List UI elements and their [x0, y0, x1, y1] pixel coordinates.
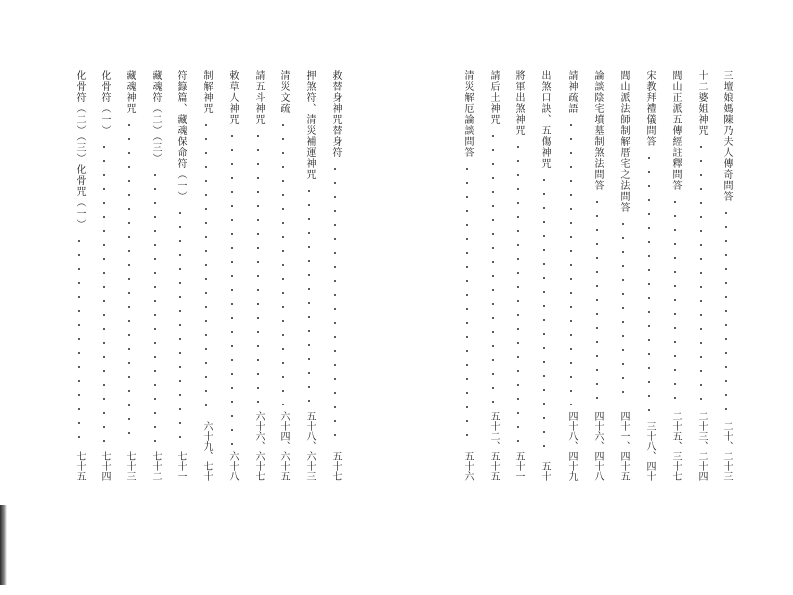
- toc-entry-page-number: 三十八、四十: [644, 421, 655, 481]
- toc-entry-page-number: 七十三: [124, 451, 135, 481]
- toc-entry-page-number: 四十一、四十五: [618, 411, 629, 481]
- toc-entry-page-number: 五十七: [330, 451, 341, 481]
- dot-leader: [622, 217, 624, 405]
- toc-entry-title: 論談陰宅墳墓制煞法問答: [592, 70, 603, 191]
- toc-entry-title: 清災文疏: [278, 70, 289, 114]
- toc-entry-page-number: 二十、二十三: [721, 421, 732, 481]
- toc-entry: [667, 70, 683, 486]
- toc-entry: [198, 70, 214, 486]
- toc-entry-page-number: 七十二: [150, 451, 161, 481]
- toc-entry-page-number: 六十八: [227, 451, 238, 481]
- toc-entry: [693, 70, 709, 486]
- dot-leader: [466, 162, 468, 445]
- toc-entry-page-number: 六十九、七十: [201, 421, 212, 481]
- toc-entry-page-number: 五十八、六十三: [304, 411, 315, 481]
- dot-leader: [231, 129, 233, 445]
- toc-entry-title: 化骨符（二）（三）化骨咒（一）: [74, 70, 85, 230]
- toc-entry-title: 制解神咒: [201, 70, 212, 114]
- toc-entry-page-number: 七十一: [175, 451, 186, 481]
- toc-entry-title: 藏魂神咒: [124, 70, 135, 114]
- toc-entry: [615, 70, 631, 486]
- toc-entry-title: 宋教拜禮儀問答: [644, 70, 655, 147]
- toc-entry-title: 十二婆姐神咒: [696, 70, 707, 136]
- dot-leader: [517, 140, 519, 445]
- toc-entry-page-number: 二十三、二十四: [696, 411, 707, 481]
- toc-entry-title: 請神疏語: [566, 70, 577, 114]
- toc-entry-page-number: 六十四、六十五: [278, 411, 289, 481]
- dot-leader: [725, 206, 727, 415]
- toc-entry-page-number: 五十: [539, 461, 550, 481]
- toc-entry: [71, 70, 87, 486]
- toc-entry: [275, 70, 291, 486]
- dot-leader: [257, 129, 259, 405]
- toc-entry-title: 敕草人神咒: [227, 70, 238, 125]
- dot-leader: [308, 184, 310, 405]
- toc-entry-title: 押煞符、清災補運神咒: [304, 70, 315, 180]
- toc-entry-title: 三壇娘媽陳乃夫人傳奇問答: [721, 70, 732, 202]
- toc-entry-title: 閭山正派五傳經註釋問答: [670, 70, 681, 191]
- dot-leader: [128, 118, 130, 445]
- dot-leader: [205, 118, 207, 415]
- toc-entry-title: 出煞口訣、五傷神咒: [539, 70, 550, 169]
- dot-leader: [282, 118, 284, 405]
- toc-entry-page-number: 七十四: [99, 451, 110, 481]
- page-edge-shadow: [0, 505, 7, 585]
- toc-entry-page-number: 二十五、三十七: [670, 411, 681, 481]
- dot-leader: [179, 206, 181, 445]
- dot-leader: [334, 162, 336, 445]
- toc-entry-page-number: 五十二、五十五: [488, 411, 499, 481]
- toc-entry-title: 將軍出煞神咒: [513, 70, 524, 136]
- toc-entry: [301, 70, 317, 486]
- toc-entry-title: 藏魂符（二）（三）: [150, 70, 161, 164]
- toc-entry: [589, 70, 605, 486]
- dot-leader: [543, 173, 545, 455]
- dot-leader: [674, 195, 676, 405]
- toc-entry: [250, 70, 266, 486]
- toc-entry-page-number: 五十六: [462, 451, 473, 481]
- toc-entry-title: 符籙篇、藏魂保命符（一）: [175, 70, 186, 202]
- dot-leader: [648, 151, 650, 415]
- toc-entry-page-number: 五十一: [513, 451, 524, 481]
- toc-entry: [147, 70, 163, 486]
- toc-entry-page-number: 七十五: [74, 451, 85, 481]
- toc-entry: [563, 70, 579, 486]
- toc-entry: [459, 70, 475, 486]
- toc-entry: [718, 70, 734, 486]
- dot-leader: [570, 118, 572, 405]
- toc-entry: [96, 70, 112, 486]
- dot-leader: [700, 140, 702, 405]
- dot-leader: [78, 234, 80, 445]
- toc-entry-title: 請后土神咒: [488, 70, 499, 125]
- toc-entry-page-number: 四十八、四十九: [566, 411, 577, 481]
- toc-entry-page-number: 四十六、四十八: [592, 411, 603, 481]
- dot-leader: [103, 140, 105, 445]
- toc-entry-title: 閭山派法師制解厝宅之法問答: [618, 70, 629, 213]
- toc-entry-title: 救替身神咒替身符: [330, 70, 341, 158]
- toc-entry: [536, 70, 552, 486]
- dot-leader: [154, 168, 156, 445]
- toc-entry-title: 請五斗神咒: [253, 70, 264, 125]
- toc-entry: [510, 70, 526, 486]
- toc-entry: [641, 70, 657, 486]
- toc-entry: [327, 70, 343, 486]
- toc-entry-title: 化骨符（一）: [99, 70, 110, 136]
- dot-leader: [596, 195, 598, 405]
- dot-leader: [492, 129, 494, 405]
- toc-entry: [485, 70, 501, 486]
- toc-entry: [172, 70, 188, 486]
- toc-entry: [121, 70, 137, 486]
- toc-entry-title: 清災解厄論談問答: [462, 70, 473, 158]
- toc-entry-page-number: 六十六、六十七: [253, 411, 264, 481]
- toc-entry: [224, 70, 240, 486]
